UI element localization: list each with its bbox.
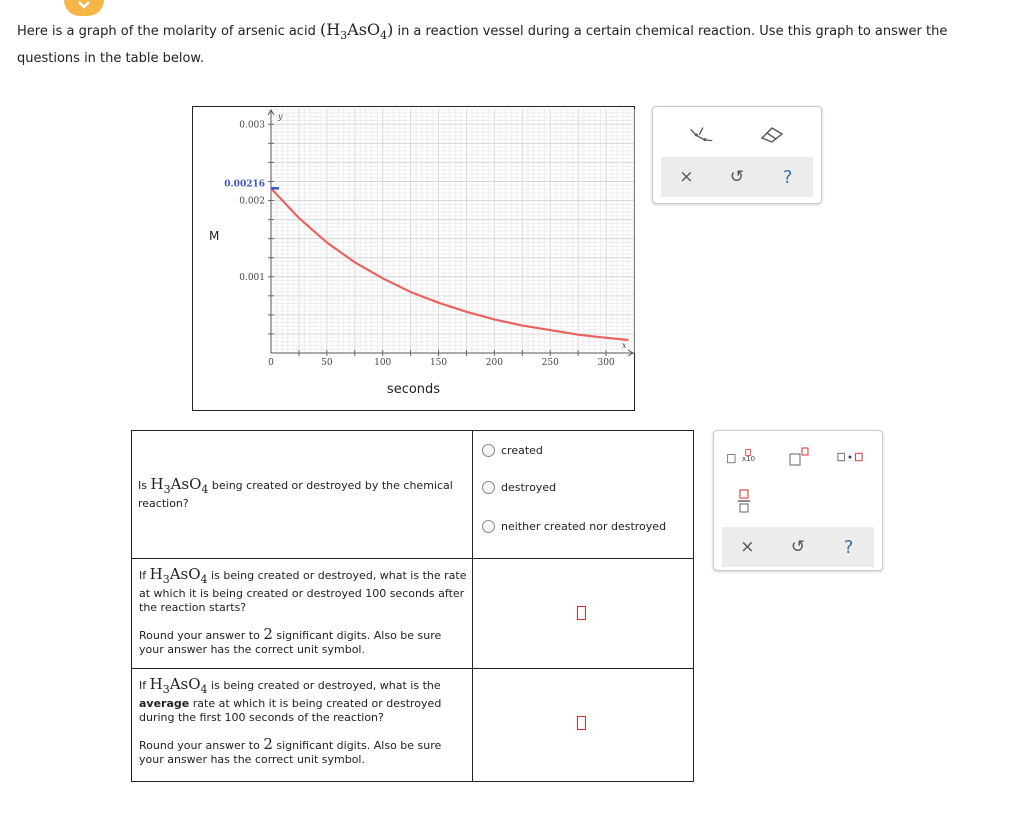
graph-tool-actions bbox=[661, 157, 813, 197]
arsenic-acid-formula: $(H_3AsO_4)$ bbox=[319, 20, 394, 43]
q2-prefix: If bbox=[139, 569, 147, 582]
answer-clear-icon: × bbox=[740, 537, 755, 557]
intro-paragraph bbox=[17, 18, 1007, 70]
option-created[interactable] bbox=[482, 444, 543, 457]
radio-neither[interactable] bbox=[482, 520, 495, 533]
answer-clear-button[interactable] bbox=[733, 533, 761, 561]
q3-line1: is being created or destroyed, what is the bbox=[211, 679, 441, 692]
x-tick-label: 250 bbox=[541, 358, 559, 368]
x-tick-label: 150 bbox=[429, 358, 448, 368]
y-tick-label: 0.002 bbox=[239, 196, 265, 207]
q3-round-before: Round your answer to bbox=[139, 739, 260, 752]
answer-tool-panel bbox=[713, 430, 883, 571]
q3-round-after: significant digits. Also be sure your answer has the correct unit symbol. bbox=[139, 739, 442, 766]
x-axis-label: seconds bbox=[386, 382, 441, 397]
pencil-curve-icon bbox=[688, 123, 716, 147]
intro-text-after: in a reaction vessel during a certain chemical reaction. Use this graph to answer the questions in the table below. bbox=[17, 24, 948, 67]
x-axis-symbol: x bbox=[622, 341, 627, 350]
help-icon: ? bbox=[782, 166, 793, 188]
answer-tool-actions bbox=[722, 527, 874, 567]
answer-undo-icon: ↺ bbox=[790, 537, 806, 557]
fraction-button[interactable] bbox=[730, 487, 758, 515]
y-tick-label: 0.003 bbox=[239, 120, 265, 131]
option-destroyed-label: destroyed bbox=[501, 481, 557, 494]
eraser-icon bbox=[759, 125, 785, 145]
initial-value-label: 0.00216 bbox=[224, 179, 265, 190]
q2-round-after: significant digits. Also be sure your answer has the correct unit symbol. bbox=[139, 629, 442, 656]
superscript-icon bbox=[788, 447, 812, 467]
q2-round-before: Round your answer to bbox=[139, 629, 260, 642]
formula-h: H bbox=[326, 20, 341, 39]
undo-icon: ↺ bbox=[729, 167, 745, 187]
graph-tool-panel bbox=[652, 106, 822, 204]
q1-prefix: Is bbox=[138, 479, 147, 492]
x-tick-label: 50 bbox=[321, 358, 333, 368]
q2-rest: rate at which it is being created or destroyed 100 seconds after the reaction starts? bbox=[139, 569, 467, 614]
draw-tool-button[interactable] bbox=[688, 121, 716, 149]
question3-cell bbox=[131, 668, 473, 782]
q2-digits: 2 bbox=[263, 625, 273, 643]
question2-answer-input[interactable] bbox=[577, 606, 586, 620]
superscript-button[interactable] bbox=[786, 443, 814, 471]
molarity-chart-svg[interactable] bbox=[193, 107, 636, 412]
radio-destroyed[interactable] bbox=[482, 481, 495, 494]
undo-button[interactable] bbox=[723, 163, 751, 191]
x-tick-label: 0 bbox=[268, 358, 274, 368]
chevron-down-icon bbox=[77, 0, 91, 10]
collapse-toggle-button[interactable] bbox=[64, 0, 104, 16]
answer-help-button[interactable] bbox=[835, 533, 863, 561]
formula-o-sub: 4 bbox=[380, 29, 388, 43]
radio-created[interactable] bbox=[482, 444, 495, 457]
q1-body: being created or destroyed by the chemical reaction? bbox=[138, 479, 453, 510]
x-tick-label: 200 bbox=[485, 358, 503, 368]
molarity-graph bbox=[192, 106, 635, 411]
q2-line1: is being created or destroyed, what is the bbox=[211, 569, 441, 582]
multiply-dot-icon bbox=[836, 450, 864, 464]
question2-cell bbox=[131, 558, 473, 669]
eraser-tool-button[interactable] bbox=[758, 121, 786, 149]
y-tick-label: 0.001 bbox=[239, 272, 265, 283]
scientific-notation-button[interactable] bbox=[726, 443, 754, 471]
q2-formula: $H_3AsO_4$ bbox=[149, 565, 208, 586]
question3-text bbox=[139, 677, 467, 767]
answer-help-icon: ? bbox=[843, 536, 854, 558]
q3-rest: rate at which it is being created or destroyed during the first 100 seconds of the reaction? bbox=[139, 697, 442, 724]
y-axis-symbol: y bbox=[278, 112, 283, 121]
question1-cell bbox=[131, 430, 473, 559]
formula-aso: AsO bbox=[347, 20, 381, 39]
option-neither[interactable] bbox=[482, 520, 666, 533]
question1-text bbox=[138, 477, 468, 511]
clear-button[interactable] bbox=[672, 163, 700, 191]
intro-text-before: Here is a graph of the molarity of arsenic acid bbox=[17, 24, 316, 39]
q3-prefix: If bbox=[139, 679, 147, 692]
x-tick-label: 300 bbox=[597, 358, 615, 368]
multiply-dot-button[interactable] bbox=[836, 443, 864, 471]
question2-text bbox=[139, 567, 467, 657]
option-created-label: created bbox=[501, 444, 543, 457]
option-neither-label: neither created nor destroyed bbox=[501, 520, 667, 533]
clear-icon: × bbox=[679, 167, 694, 187]
fraction-icon bbox=[737, 489, 751, 513]
option-destroyed[interactable] bbox=[482, 481, 556, 494]
answer-undo-button[interactable] bbox=[784, 533, 812, 561]
q3-bold-word: average bbox=[139, 697, 190, 710]
help-button[interactable] bbox=[774, 163, 802, 191]
q3-formula: $H_3AsO_4$ bbox=[149, 675, 208, 696]
y-axis-label: M bbox=[209, 229, 220, 243]
x10-label: x10 bbox=[742, 455, 756, 463]
q3-digits: 2 bbox=[263, 735, 273, 753]
question3-answer-input[interactable] bbox=[577, 716, 586, 730]
q1-formula: $H_3AsO_4$ bbox=[150, 475, 209, 496]
x-tick-label: 100 bbox=[374, 358, 392, 368]
formula-h-sub: 3 bbox=[340, 29, 348, 43]
